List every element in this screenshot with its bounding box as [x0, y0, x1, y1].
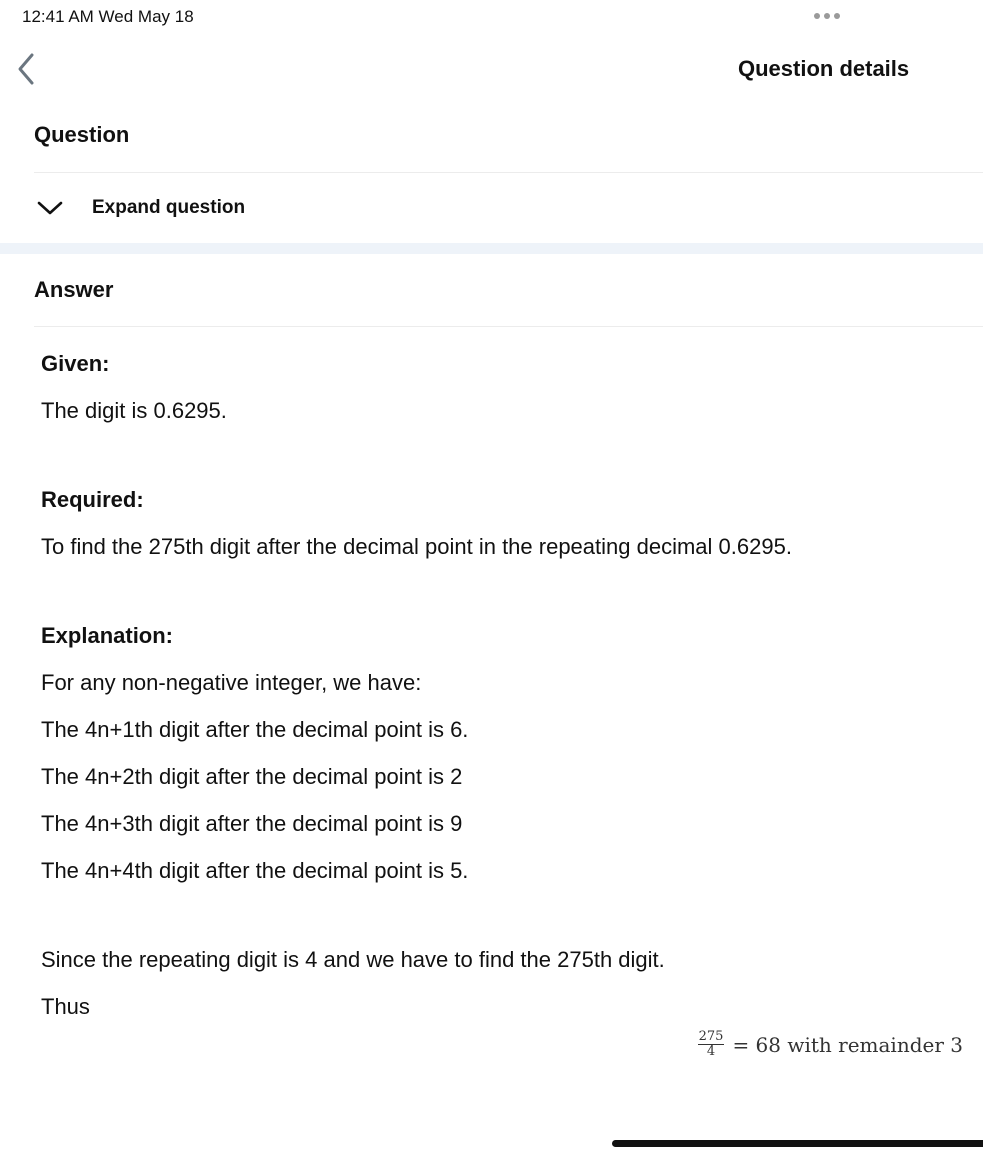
required-heading: Required: [41, 487, 144, 512]
explanation-line: The 4n+3th digit after the decimal point is 9 [41, 811, 463, 836]
answer-body [41, 340, 971, 1100]
answer-divider [34, 326, 983, 327]
fraction-denominator: 4 [706, 1044, 716, 1059]
math-equation [41, 1030, 971, 1080]
explanation-line: For any non-negative integer, we have: [41, 670, 422, 695]
back-button[interactable] [12, 50, 44, 88]
fraction-numerator: 275 [698, 1029, 724, 1044]
fraction [698, 1030, 725, 1059]
more-dots-icon[interactable] [814, 13, 840, 19]
required-text: To find the 275th digit after the decimal point in the repeating decimal 0.6295. [41, 534, 792, 559]
question-section-title: Question [34, 122, 130, 147]
chevron-left-icon [12, 50, 44, 88]
status-time: 12:41 AM Wed May 18 [22, 7, 194, 26]
explanation-line: The 4n+4th digit after the decimal point is 5. [41, 858, 469, 883]
thus-text: Thus [41, 994, 90, 1019]
math-result: = 68 with remainder 3 [732, 1032, 963, 1057]
page-title: Question details [738, 56, 910, 81]
answer-section-title: Answer [34, 277, 114, 302]
status-bar [0, 0, 983, 34]
expand-question-label: Expand question [92, 197, 246, 218]
home-indicator[interactable] [612, 1140, 983, 1147]
explanation-heading: Explanation: [41, 623, 174, 648]
expand-question-button[interactable] [0, 174, 983, 242]
given-heading: Given: [41, 351, 110, 376]
chevron-down-icon [36, 200, 64, 216]
question-divider [34, 172, 983, 173]
explanation-line: The 4n+1th digit after the decimal point is 6. [41, 717, 469, 742]
nav-bar [0, 40, 983, 98]
section-separator [0, 243, 983, 254]
given-text: The digit is 0.6295. [41, 398, 227, 423]
since-text: Since the repeating digit is 4 and we have to find the 275th digit. [41, 947, 665, 972]
explanation-line: The 4n+2th digit after the decimal point is 2 [41, 764, 463, 789]
